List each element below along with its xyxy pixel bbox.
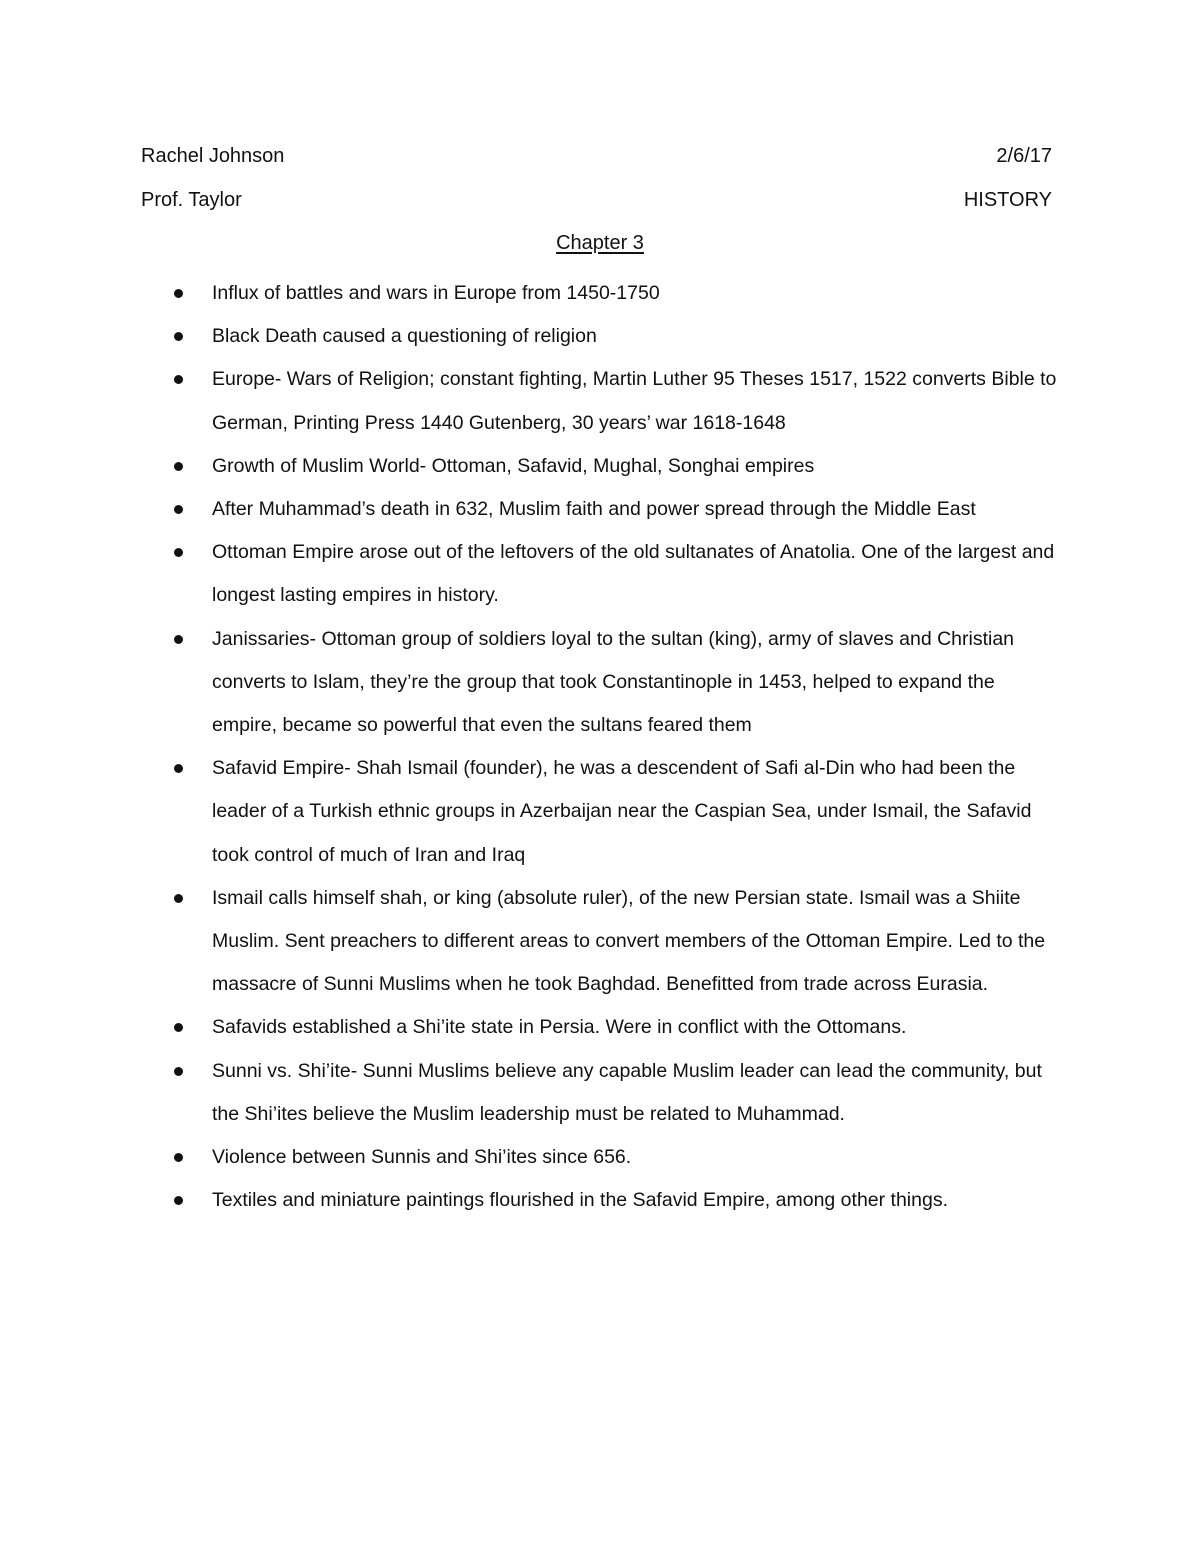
bullet-icon xyxy=(174,462,183,471)
chapter-title-text: Chapter 3 xyxy=(556,232,644,254)
note-item xyxy=(171,488,1061,531)
bullet-icon xyxy=(174,1067,183,1076)
professor-name: Prof. Taylor xyxy=(141,189,242,211)
note-item xyxy=(171,1136,1061,1179)
note-text: After Muhammad’s death in 632, Muslim faith and power spread through the Middle East xyxy=(212,498,976,521)
note-item xyxy=(171,358,1061,444)
bullet-icon xyxy=(174,548,183,557)
note-item xyxy=(171,531,1061,617)
bullet-icon xyxy=(174,375,183,384)
note-item xyxy=(171,1050,1061,1136)
notes-list xyxy=(171,272,1061,1222)
note-text: Europe- Wars of Religion; constant fighting, Martin Luther 95 Theses 1517, 1522 converts Bible to German, Printing Press 1440 Gutenberg, 30 years’ war 1618-1648 xyxy=(212,368,1057,434)
chapter-title xyxy=(0,229,1200,257)
note-text: Janissaries- Ottoman group of soldiers loyal to the sultan (king), army of slaves and Christian converts to Islam, they’re the group that took Constantinople in 1453, helped to expand the empire, became so powerful that even the sultans feared them xyxy=(212,627,1015,737)
header-row-name-date xyxy=(141,142,1052,170)
header-row-professor-subject xyxy=(141,186,1052,214)
bullet-icon xyxy=(174,332,183,341)
note-date: 2/6/17 xyxy=(996,145,1052,167)
note-item xyxy=(171,618,1061,748)
note-text: Black Death caused a questioning of religion xyxy=(212,325,597,348)
note-item xyxy=(171,1006,1061,1049)
note-item xyxy=(171,315,1061,358)
note-text: Safavids established a Shi’ite state in Persia. Were in conflict with the Ottomans. xyxy=(212,1016,907,1039)
note-text: Violence between Sunnis and Shi’ites since 656. xyxy=(212,1146,632,1169)
bullet-icon xyxy=(174,1196,183,1205)
note-text: Textiles and miniature paintings flourished in the Safavid Empire, among other things. xyxy=(212,1189,948,1212)
note-item xyxy=(171,877,1061,1007)
note-item xyxy=(171,445,1061,488)
note-text: Sunni vs. Shi’ite- Sunni Muslims believe any capable Muslim leader can lead the community, but the Shi’ites believe the Muslim leadership must be related to Muhammad. xyxy=(212,1059,1042,1125)
note-item xyxy=(171,272,1061,315)
bullet-icon xyxy=(174,1023,183,1032)
bullet-icon xyxy=(174,1153,183,1162)
note-text: Ottoman Empire arose out of the leftovers of the old sultanates of Anatolia. One of the largest and longest lasting empires in history. xyxy=(212,541,1055,607)
bullet-icon xyxy=(174,635,183,644)
subject-name: HISTORY xyxy=(963,189,1052,211)
note-text: Growth of Muslim World- Ottoman, Safavid, Mughal, Songhai empires xyxy=(212,454,815,477)
note-item xyxy=(171,747,1061,877)
bullet-icon xyxy=(174,505,183,514)
bullet-icon xyxy=(174,894,183,903)
note-text: Ismail calls himself shah, or king (absolute ruler), of the new Persian state. Ismail was a Shiite Muslim. Sent preachers to different areas to convert members of the Ottoman Empire. Led to the massacre of Sunni Muslims when he took Baghdad. Benefitted from trade across Eurasia. xyxy=(212,886,1046,996)
bullet-icon xyxy=(174,289,183,298)
bullet-icon xyxy=(174,764,183,773)
note-item xyxy=(171,1179,1061,1222)
note-text: Influx of battles and wars in Europe from 1450-1750 xyxy=(212,282,660,304)
student-name: Rachel Johnson xyxy=(141,145,285,167)
note-text: Safavid Empire- Shah Ismail (founder), he was a descendent of Safi al-Din who had been the leader of a Turkish ethnic groups in Azerbaijan near the Caspian Sea, under Ismail, the Safavid took control of much of Iran and Iraq xyxy=(212,757,1032,866)
